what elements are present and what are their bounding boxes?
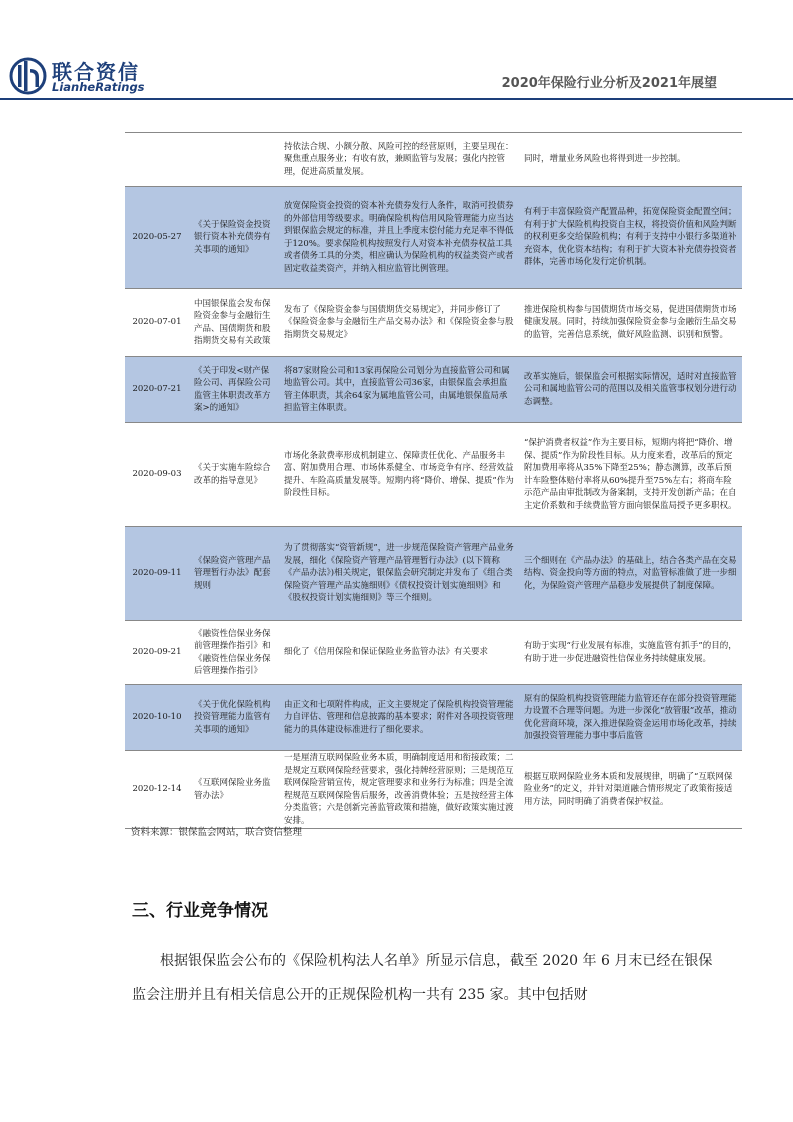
policy-name: 《关于优化保险机构投资管理能力监管有关事项的通知》 xyxy=(189,685,279,751)
policy-date: 2020-09-21 xyxy=(125,621,189,685)
policy-content: 由正文和七项附件构成，正文主要规定了保险机构投资管理能力自评估、管理和信息披露的基本要求；附件对各项投资管理能力的具体建设标准进行了细化要求。 xyxy=(279,685,519,751)
report-title: 2020年保险行业分析及2021年展望 xyxy=(501,76,717,91)
table-row xyxy=(125,685,742,751)
policy-date: 2020-09-11 xyxy=(125,527,189,621)
table-row xyxy=(125,357,742,423)
policy-impact: 推进保险机构参与国债期货市场交易，促进国债期货市场健康发展。同时，持续加强保险资金参与金融衍生品交易的监管，完善信息系统，做好风险监测、识别和预警。 xyxy=(519,289,742,357)
policy-impact: “保护消费者权益”作为主要目标，短期内将把“降价、增保、提质”作为阶段性目标。从力度来看，改革后的预定附加费用率将从35%下降至25%；静态测算，改革后预计车险整体赔付率将从60%提升至75%左右；将商车险示范产品由审批制改为备案制，支持开发创新产品；在自主定价系数和手续费监管方面向银保监局授予更多职权。 xyxy=(519,423,742,527)
policy-date: 2020-05-27 xyxy=(125,187,189,289)
policy-name: 《关于印发<财产保险公司、再保险公司监管主体职责改革方案>的通知》 xyxy=(189,357,279,423)
logo-english-name: LianheRatings xyxy=(52,80,145,94)
lianhe-logo-icon xyxy=(8,55,48,97)
table-row xyxy=(125,289,742,357)
table-row xyxy=(125,187,742,289)
policy-name: 《保险资产管理产品管理暂行办法》配套规则 xyxy=(189,527,279,621)
policy-date: 2020-09-03 xyxy=(125,423,189,527)
policy-name: 中国银保监会发布保险资金参与金融衍生产品、国债期货和股指期货交易有关政策 xyxy=(189,289,279,357)
policy-content: 持依法合规、小额分散、风险可控的经营原则，主要呈现在：聚焦重点服务业；有收有放，兼顾监管与发展；强化内控管理，促进高质量发展。 xyxy=(279,133,519,187)
policy-content: 放宽保险资金投资的资本补充债券发行人条件，取消可投债券的外部信用等级要求。明确保险机构信用风险管理能力应当达到银保监会规定的标准，并且上季度末偿付能力充足率不得低于120%。要求保险机构按照发行人对资本补充债券权益工具或者债务工具的分类，相应确认为保险机构的权益类资产或者固定收益类资产，并纳入相应监管比例管理。 xyxy=(279,187,519,289)
policy-impact: 改革实施后，银保监会可根据实际情况，适时对直接监管公司和属地监管公司的范围以及相关监管事权划分进行动态调整。 xyxy=(519,357,742,423)
policy-content: 将87家财险公司和13家再保险公司划分为直接监管公司和属地监管公司。其中，直接监管公司36家，由银保监会承担监管主体职责，其余64家为属地监管公司，由属地银保监局承担监管主体职责。 xyxy=(279,357,519,423)
policy-impact: 三个细则在《产品办法》的基础上，结合各类产品在交易结构、资金投向等方面的特点，对监管标准做了进一步细化，为保险资产管理产品稳步发展提供了制度保障。 xyxy=(519,527,742,621)
policy-table xyxy=(125,132,742,829)
policy-date: 2020-12-14 xyxy=(125,751,189,829)
policy-impact: 根据互联网保险业务本质和发展规律，明确了“互联网保险业务”的定义，并针对渠道融合情形规定了政策衔接适用方法，同时明确了消费者保护权益。 xyxy=(519,751,742,829)
policy-impact: 有助于实现“行业发展有标准，实施监管有抓手”的目的，有助于进一步促进融资性信保业务持续健康发展。 xyxy=(519,621,742,685)
policy-name xyxy=(189,133,279,187)
section-heading: 三、行业竞争情况 xyxy=(132,901,268,921)
policy-impact: 同时，增量业务风险也将得到进一步控制。 xyxy=(519,133,742,187)
policy-name: 《互联网保险业务监管办法》 xyxy=(189,751,279,829)
table-row xyxy=(125,621,742,685)
policy-name: 《关于实施车险综合改革的指导意见》 xyxy=(189,423,279,527)
body-paragraph: 根据银保监会公布的《保险机构法人名单》所显示信息，截至 2020 年 6 月末已经在银保监会注册并且有相关信息公开的正规保险机构一共有 235 家。其中包括财 xyxy=(132,953,713,1003)
policy-date: 2020-10-10 xyxy=(125,685,189,751)
header-divider xyxy=(0,98,793,100)
table-row xyxy=(125,133,742,187)
policy-name: 《关于保险资金投资银行资本补充债券有关事项的通知》 xyxy=(189,187,279,289)
page-header xyxy=(0,0,793,100)
policy-date xyxy=(125,133,189,187)
policy-content: 一是厘清互联网保险业务本质，明确制度适用和衔接政策；二是规定互联网保险经营要求，强化持牌经营原则；三是规范互联网保险营销宣传，规定管理要求和业务行为标准；四是全流程规范互联网保险售后服务，改善消费体验；五是按经营主体分类监管；六是创新完善监管政策和措施，做好政策实施过渡安排。 xyxy=(279,751,519,829)
policy-date: 2020-07-01 xyxy=(125,289,189,357)
policy-date: 2020-07-21 xyxy=(125,357,189,423)
policy-impact: 有利于丰富保险资产配置品种，拓宽保险资金配置空间；有利于扩大保险机构投资自主权，将投资价值和风险判断的权利更多交给保险机构；有利于支持中小银行多渠道补充资本，优化资本结构；有利于扩大资本补充债券投资者群体，完善市场化发行定价机制。 xyxy=(519,187,742,289)
policy-impact: 原有的保险机构投资管理能力监管还存在部分投资管理能力设置不合理等问题。为进一步深化“放管服”改革，推动优化营商环境，深入推进保险资金运用市场化改革，持续加强投资管理能力事中事后监管 xyxy=(519,685,742,751)
policy-content: 为了贯彻落实“资管新规”，进一步规范保险资产管理产品业务发展，细化《保险资产管理产品管理暂行办法》(以下简称《产品办法》)相关规定，银保监会研究制定并发布了《组合类保险资产管理产品实施细则》《债权投资计划实施细则》和《股权投资计划实施细则》等三个细则。 xyxy=(279,527,519,621)
policy-content: 发布了《保险资金参与国债期货交易规定》，并同步修订了《保险资金参与金融衍生产品交易办法》和《保险资金参与股指期货交易规定》 xyxy=(279,289,519,357)
table-row xyxy=(125,423,742,527)
logo-chinese-name: 联合资信 xyxy=(52,60,140,84)
table-source-note: 资料来源：银保监会网站，联合资信整理 xyxy=(131,827,303,838)
table-row xyxy=(125,751,742,829)
policy-name: 《融资性信保业务保前管理操作指引》和《融资性信保业务保后管理操作指引》 xyxy=(189,621,279,685)
table-row xyxy=(125,527,742,621)
policy-content: 细化了《信用保险和保证保险业务监管办法》有关要求 xyxy=(279,621,519,685)
policy-content: 市场化条款费率形成机制建立、保障责任优化、产品服务丰富、附加费用合理、市场体系健全、市场竞争有序、经营效益提升、车险高质量发展等。短期内将“降价、增保、提质”作为阶段性目标。 xyxy=(279,423,519,527)
